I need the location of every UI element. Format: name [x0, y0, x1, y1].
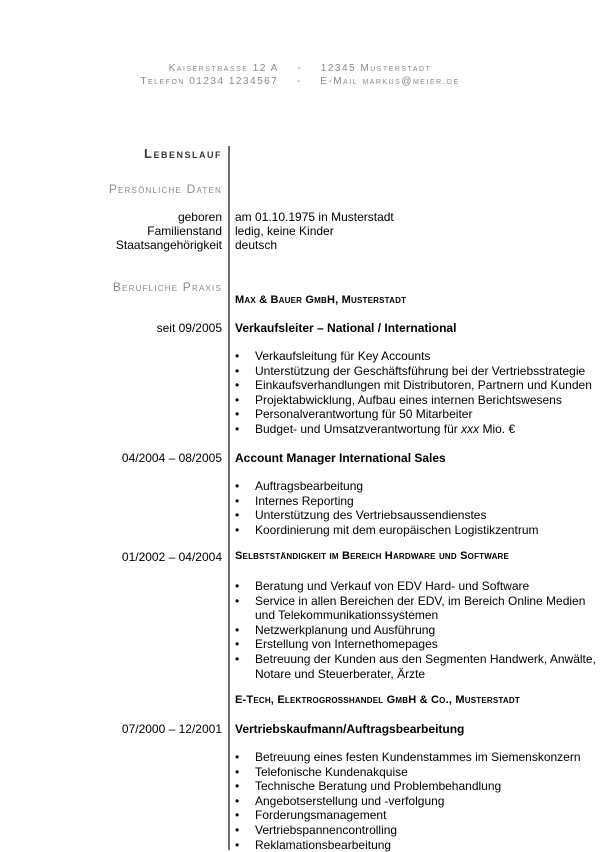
list-item: [235, 422, 597, 437]
job-period: 07/2000 – 12/2001: [121, 722, 222, 736]
company-name: Max & Bauer GmbH, Musterstadt: [235, 294, 407, 306]
list-item: • Projektabwicklung, Aufbau eines internen Berichtswesens: [235, 393, 597, 408]
list-item: • Telefonische Kundenakquise: [235, 765, 597, 780]
contact-header: [0, 62, 600, 88]
job-duties: [235, 349, 597, 437]
list-item: • Personalverantwortung für 50 Mitarbeiter: [235, 407, 597, 422]
list-item: • Vertriebspannencontrolling: [235, 823, 597, 838]
address-line: [0, 62, 600, 75]
list-item: • Forderungsmanagement: [235, 808, 597, 823]
label-marital-status: Familienstand: [147, 224, 222, 238]
list-item: • Technische Beratung und Problembehandlung: [235, 779, 597, 794]
list-item: • Unterstützung der Geschäftsführung bei der Vertriebsstrategie: [235, 364, 597, 379]
list-item: • Koordinierung mit dem europäischen Logistikzentrum: [235, 523, 597, 538]
list-item: • Beratung und Verkauf von EDV Hard- und Software: [235, 579, 597, 594]
email: E-Mail markus@meier.de: [320, 76, 460, 87]
job-duties: [235, 750, 597, 852]
list-item: • Einkaufsverhandlungen mit Distributoren, Partnern und Kunden: [235, 378, 597, 393]
list-item: • Netzwerkplanung und Ausführung: [235, 623, 597, 638]
label-nationality: Staatsangehörigkeit: [115, 238, 222, 252]
value-nationality: deutsch: [235, 238, 278, 252]
job-duties: [235, 579, 597, 681]
job-period: 01/2002 – 04/2004: [121, 550, 222, 564]
job-title: Account Manager International Sales: [235, 451, 446, 465]
list-item: • Internes Reporting: [235, 494, 597, 509]
list-item: • Angebotserstellung und -verfolgung: [235, 794, 597, 809]
job-title: Selbstständigkeit im Bereich Hardware und Software: [235, 550, 510, 562]
job-duties: [235, 479, 597, 537]
page-title: Lebenslauf: [144, 146, 222, 161]
company-name: E-Tech, Elektrogrosshandel GmbH & Co., Musterstadt: [235, 694, 520, 706]
separator: -: [296, 76, 302, 87]
value-marital-status: ledig, keine Kinder: [235, 224, 334, 238]
list-item: • Erstellung von Internethomepages: [235, 637, 597, 652]
street: Kaiserstrasse 12 A: [168, 63, 279, 74]
job-title: Verkaufsleiter – National / International: [235, 321, 457, 335]
list-item: • Unterstützung des Vertriebsaussendienstes: [235, 508, 597, 523]
list-item: • Reklamationsbearbeitung: [235, 838, 597, 852]
job-period: seit 09/2005: [156, 321, 222, 335]
job-period: 04/2004 – 08/2005: [121, 451, 222, 465]
list-item: • Betreuung eines festen Kundenstammes im Siemenskonzern: [235, 750, 597, 765]
section-heading-personal: Persönliche Daten: [108, 182, 222, 196]
phone: Telefon 01234 1234567: [140, 76, 279, 87]
section-heading-career: Berufliche Praxis: [112, 280, 222, 294]
list-item-text: Budget- und Umsatzverantwortung für: [255, 421, 462, 436]
list-item: • Auftragsbearbeitung: [235, 479, 597, 494]
contact-line: [0, 75, 600, 88]
amount-placeholder: xxx: [461, 421, 480, 436]
separator: -: [297, 63, 303, 74]
list-item: • Service in allen Bereichen der EDV, im Bereich Online Medien und Telekommunikationssystemen: [235, 594, 597, 623]
label-born: geboren: [177, 210, 222, 224]
job-title: Vertriebskaufmann/Auftragsbearbeitung: [235, 722, 465, 736]
list-item-text: Mio. €: [479, 421, 516, 436]
list-item: • Verkaufsleitung für Key Accounts: [235, 349, 597, 364]
value-born: am 01.10.1975 in Musterstadt: [235, 210, 394, 224]
list-item: • Betreuung der Kunden aus den Segmenten Handwerk, Anwälte, Notare und Steuerberater, Ärzte: [235, 652, 597, 681]
vertical-divider: [228, 146, 230, 850]
city: 12345 Musterstadt: [320, 63, 432, 74]
